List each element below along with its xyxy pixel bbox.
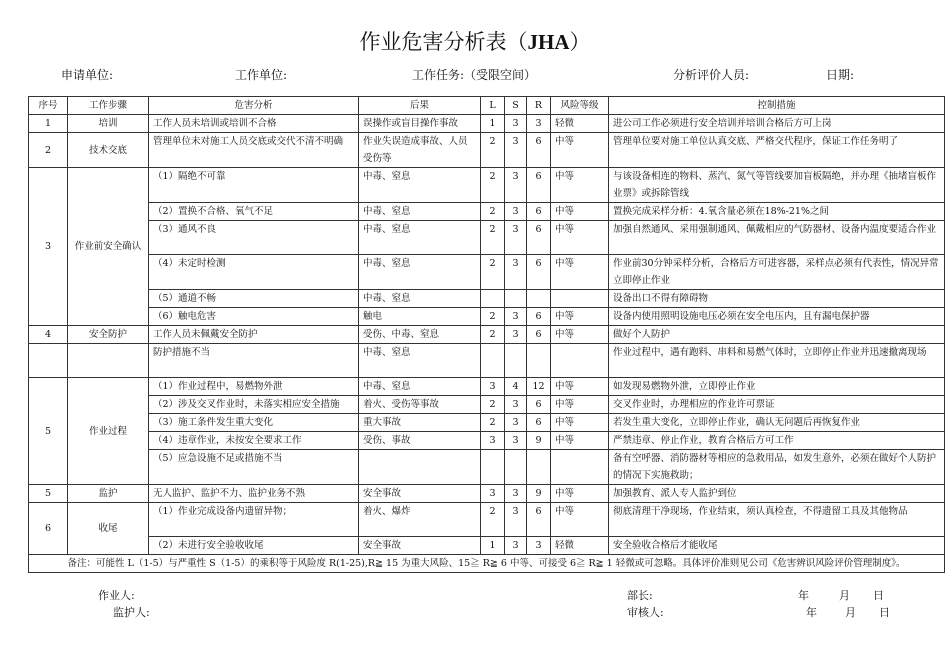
consequence-cell: 受伤、事故 xyxy=(359,432,481,450)
jha-table xyxy=(28,96,945,573)
control-measure-cell: 备有空呼器、消防器材等相应的急救用品，如发生意外，必须在做好个人防护的情况下实施救助； xyxy=(609,450,945,485)
risk-score-cell: 12 xyxy=(527,378,551,396)
minister-label: 部长: xyxy=(627,589,653,602)
risk-score-cell: 6 xyxy=(527,414,551,432)
risk-score-cell: 6 xyxy=(527,133,551,168)
worker-label: 作业人: xyxy=(98,589,135,602)
risk-score-cell: 3 xyxy=(527,537,551,555)
severity-cell: 3 xyxy=(505,414,527,432)
risk-score-cell: 6 xyxy=(527,255,551,290)
header-risk-level: 风险等级 xyxy=(551,97,609,115)
likelihood-cell xyxy=(481,290,505,308)
risk-level-cell: 轻微 xyxy=(551,537,609,555)
consequence-cell: 中毒、窒息 xyxy=(359,203,481,221)
consequence-cell: 作业失误造成事故、人员受伤等 xyxy=(359,133,481,168)
risk-score-cell: 3 xyxy=(527,115,551,133)
likelihood-cell xyxy=(481,450,505,485)
row-number xyxy=(29,344,68,378)
table-row xyxy=(29,344,945,378)
month-label: 月 xyxy=(839,589,850,602)
table-row xyxy=(29,326,945,344)
reviewer-label: 审核人: xyxy=(627,606,664,619)
row-number: 6 xyxy=(29,503,68,555)
table-row xyxy=(29,168,945,203)
row-number: 2 xyxy=(29,133,68,168)
risk-score-cell: 6 xyxy=(527,326,551,344)
page-title: 作业危害分析表（JHA） xyxy=(359,30,591,54)
risk-score-cell: 9 xyxy=(527,485,551,503)
guardian-label: 监护人: xyxy=(113,606,150,619)
likelihood-cell: 2 xyxy=(481,255,505,290)
task-value: （受限空间） xyxy=(464,68,537,82)
control-measure-cell: 设备内使用照明设施电压必须在安全电压内，且有漏电保护器 xyxy=(609,308,945,326)
table-row xyxy=(29,432,945,450)
day-label-2: 日 xyxy=(879,606,890,619)
risk-level-cell: 中等 xyxy=(551,203,609,221)
control-measure-cell: 交叉作业时，办理相应的作业许可票证 xyxy=(609,396,945,414)
severity-cell: 3 xyxy=(505,326,527,344)
hazard-cell: （5）通道不畅 xyxy=(149,290,359,308)
title-abbr: JHA xyxy=(527,30,570,54)
table-row xyxy=(29,203,945,221)
control-measure-cell: 安全验收合格后才能收尾 xyxy=(609,537,945,555)
date-label: 日期: xyxy=(826,68,855,82)
risk-score-cell xyxy=(527,344,551,378)
table-row xyxy=(29,133,945,168)
risk-score-cell xyxy=(527,450,551,485)
hazard-cell: （4）未定时检测 xyxy=(149,255,359,290)
hazard-cell: 无人监护、监护不力、监护业务不熟 xyxy=(149,485,359,503)
control-measure-cell: 加强自然通风、采用强制通风、佩戴相应的气防器材、设备内温度要适合作业 xyxy=(609,221,945,255)
table-row xyxy=(29,485,945,503)
control-measure-cell: 彻底清理干净现场，作业结束，须认真检查，不得遗留工具及其他物品 xyxy=(609,503,945,537)
consequence-cell: 受伤、中毒、窒息 xyxy=(359,326,481,344)
risk-level-cell xyxy=(551,344,609,378)
risk-level-cell: 中等 xyxy=(551,503,609,537)
severity-cell: 3 xyxy=(505,221,527,255)
header-r: R xyxy=(527,97,551,115)
control-measure-cell: 进公司工作必须进行安全培训并培训合格后方可上岗 xyxy=(609,115,945,133)
risk-level-cell: 中等 xyxy=(551,378,609,396)
header-l: L xyxy=(481,97,505,115)
control-measure-cell: 如发现易燃物外泄，立即停止作业 xyxy=(609,378,945,396)
risk-score-cell: 6 xyxy=(527,503,551,537)
risk-level-cell: 中等 xyxy=(551,432,609,450)
risk-level-cell: 轻微 xyxy=(551,115,609,133)
likelihood-cell: 3 xyxy=(481,378,505,396)
likelihood-cell: 2 xyxy=(481,221,505,255)
row-number: 1 xyxy=(29,115,68,133)
work-step: 技术交底 xyxy=(68,133,149,168)
table-row xyxy=(29,115,945,133)
work-step: 监护 xyxy=(68,485,149,503)
risk-level-cell: 中等 xyxy=(551,221,609,255)
note-row xyxy=(29,555,945,573)
work-step: 作业过程 xyxy=(68,378,149,485)
hazard-cell: 工作人员未培训或培训不合格 xyxy=(149,115,359,133)
header-no: 序号 xyxy=(29,97,68,115)
risk-score-cell: 6 xyxy=(527,396,551,414)
hazard-cell: 工作人员未佩戴安全防护 xyxy=(149,326,359,344)
consequence-cell: 中毒、窒息 xyxy=(359,344,481,378)
risk-level-cell: 中等 xyxy=(551,308,609,326)
likelihood-cell: 2 xyxy=(481,308,505,326)
table-row xyxy=(29,255,945,290)
severity-cell: 3 xyxy=(505,432,527,450)
consequence-cell: 中毒、窒息 xyxy=(359,378,481,396)
severity-cell: 3 xyxy=(505,168,527,203)
risk-level-cell xyxy=(551,290,609,308)
consequence-cell: 中毒、窒息 xyxy=(359,168,481,203)
consequence-cell: 误操作或盲目操作事故 xyxy=(359,115,481,133)
likelihood-cell: 2 xyxy=(481,133,505,168)
table-row xyxy=(29,378,945,396)
hazard-cell: （2）涉及交叉作业时，未落实相应安全措施 xyxy=(149,396,359,414)
table-row xyxy=(29,450,945,485)
note-text: 备注：可能性 L（1-5）与严重性 S（1-5）的乘积等于风险度 R(1-25),R≧ 15 为重大风险、15≧ R≧ 6 中等、可接受 6≧ R≧ 1 轻微或可忽略。具体评价准则见公司《危害辨识风险评价管理制度》。 xyxy=(29,555,945,573)
control-measure-cell: 若发生重大变化，立即停止作业，确认无问题后再恢复作业 xyxy=(609,414,945,432)
consequence-cell: 中毒、窒息 xyxy=(359,290,481,308)
row-number: 4 xyxy=(29,326,68,344)
consequence-cell: 触电 xyxy=(359,308,481,326)
control-measure-cell: 做好个人防护 xyxy=(609,326,945,344)
consequence-cell: 安全事故 xyxy=(359,537,481,555)
work-unit-label: 工作单位: xyxy=(235,68,288,82)
hazard-cell: 管理单位未对施工人员交底或交代不清不明确 xyxy=(149,133,359,168)
likelihood-cell: 2 xyxy=(481,414,505,432)
severity-cell: 3 xyxy=(505,308,527,326)
header-s: S xyxy=(505,97,527,115)
risk-level-cell: 中等 xyxy=(551,396,609,414)
control-measure-cell: 置换完成采样分析：4.氧含量必须在18%-21%之间 xyxy=(609,203,945,221)
likelihood-cell: 2 xyxy=(481,503,505,537)
year-label-2: 年 xyxy=(806,606,817,619)
severity-cell xyxy=(505,344,527,378)
hazard-cell: （2）置换不合格、氧气不足 xyxy=(149,203,359,221)
control-measure-cell: 管理单位要对施工单位认真交底、严格交代程序，保证工作任务明了 xyxy=(609,133,945,168)
applicant-label: 申请单位: xyxy=(61,68,114,82)
table-row xyxy=(29,503,945,537)
severity-cell: 3 xyxy=(505,115,527,133)
task-label: 工作任务:（受限空间） xyxy=(412,68,537,82)
likelihood-cell: 3 xyxy=(481,432,505,450)
header-step: 工作步骤 xyxy=(68,97,149,115)
control-measure-cell: 与该设备相连的物料、蒸汽、氮气等管线要加盲板隔绝，并办理《抽堵盲板作业票》或拆除管线 xyxy=(609,168,945,203)
risk-score-cell xyxy=(527,290,551,308)
risk-level-cell xyxy=(551,450,609,485)
row-number: 3 xyxy=(29,168,68,326)
evaluator-label: 分析评价人员: xyxy=(673,68,750,82)
risk-score-cell: 6 xyxy=(527,168,551,203)
risk-score-cell: 6 xyxy=(527,203,551,221)
risk-score-cell: 6 xyxy=(527,221,551,255)
likelihood-cell: 1 xyxy=(481,115,505,133)
risk-level-cell: 中等 xyxy=(551,414,609,432)
risk-score-cell: 6 xyxy=(527,308,551,326)
day-label: 日 xyxy=(873,589,884,602)
likelihood-cell: 3 xyxy=(481,485,505,503)
severity-cell: 3 xyxy=(505,255,527,290)
table-row xyxy=(29,221,945,255)
table-row xyxy=(29,414,945,432)
severity-cell: 4 xyxy=(505,378,527,396)
work-step: 收尾 xyxy=(68,503,149,555)
consequence-cell: 着火、受伤等事故 xyxy=(359,396,481,414)
work-step: 安全防护 xyxy=(68,326,149,344)
severity-cell: 3 xyxy=(505,485,527,503)
hazard-cell: （4）违章作业，未按安全要求工作 xyxy=(149,432,359,450)
header-control: 控制措施 xyxy=(609,97,945,115)
table-row xyxy=(29,396,945,414)
row-number: 5 xyxy=(29,485,68,503)
consequence-cell: 中毒、窒息 xyxy=(359,255,481,290)
hazard-cell: （6）触电危害 xyxy=(149,308,359,326)
work-step: 培训 xyxy=(68,115,149,133)
severity-cell xyxy=(505,450,527,485)
consequence-cell: 重大事故 xyxy=(359,414,481,432)
control-measure-cell: 严禁违章、停止作业，教育合格后方可工作 xyxy=(609,432,945,450)
severity-cell: 3 xyxy=(505,537,527,555)
hazard-cell: （3）施工条件发生重大变化 xyxy=(149,414,359,432)
likelihood-cell xyxy=(481,344,505,378)
hazard-cell: 防护措施不当 xyxy=(149,344,359,378)
table-row xyxy=(29,537,945,555)
risk-level-cell: 中等 xyxy=(551,255,609,290)
control-measure-cell: 加强教育、派人专人监护到位 xyxy=(609,485,945,503)
consequence-cell: 中毒、窒息 xyxy=(359,221,481,255)
likelihood-cell: 2 xyxy=(481,203,505,221)
hazard-cell: （3）通风不良 xyxy=(149,221,359,255)
severity-cell: 3 xyxy=(505,396,527,414)
severity-cell xyxy=(505,290,527,308)
control-measure-cell: 作业前30分钟采样分析，合格后方可进容器，采样点必须有代表性，情况异常立即停止作业 xyxy=(609,255,945,290)
table-row xyxy=(29,308,945,326)
month-label-2: 月 xyxy=(845,606,856,619)
consequence-cell: 安全事故 xyxy=(359,485,481,503)
control-measure-cell: 设备出口不得有障碍物 xyxy=(609,290,945,308)
row-number: 5 xyxy=(29,378,68,485)
table-header-row xyxy=(29,97,945,115)
work-step xyxy=(68,344,149,378)
header-hazard: 危害分析 xyxy=(149,97,359,115)
risk-score-cell: 9 xyxy=(527,432,551,450)
hazard-cell: （2）未进行安全验收收尾 xyxy=(149,537,359,555)
consequence-cell xyxy=(359,450,481,485)
likelihood-cell: 2 xyxy=(481,326,505,344)
header-consequence: 后果 xyxy=(359,97,481,115)
hazard-cell: （1）作业过程中，易燃物外泄 xyxy=(149,378,359,396)
likelihood-cell: 2 xyxy=(481,396,505,414)
risk-level-cell: 中等 xyxy=(551,168,609,203)
risk-level-cell: 中等 xyxy=(551,485,609,503)
work-step: 作业前安全确认 xyxy=(68,168,149,326)
hazard-cell: （1）作业完成设备内遗留异物； xyxy=(149,503,359,537)
likelihood-cell: 2 xyxy=(481,168,505,203)
control-measure-cell: 作业过程中，遇有跑料、串料和易燃气体时，立即停止作业并迅速撤离现场 xyxy=(609,344,945,378)
table-row xyxy=(29,290,945,308)
likelihood-cell: 1 xyxy=(481,537,505,555)
hazard-cell: （1）隔绝不可靠 xyxy=(149,168,359,203)
risk-level-cell: 中等 xyxy=(551,326,609,344)
severity-cell: 3 xyxy=(505,133,527,168)
severity-cell: 3 xyxy=(505,203,527,221)
risk-level-cell: 中等 xyxy=(551,133,609,168)
year-label: 年 xyxy=(798,589,809,602)
severity-cell: 3 xyxy=(505,503,527,537)
hazard-cell: （5）应急设施不足或措施不当 xyxy=(149,450,359,485)
consequence-cell: 着火、爆炸 xyxy=(359,503,481,537)
